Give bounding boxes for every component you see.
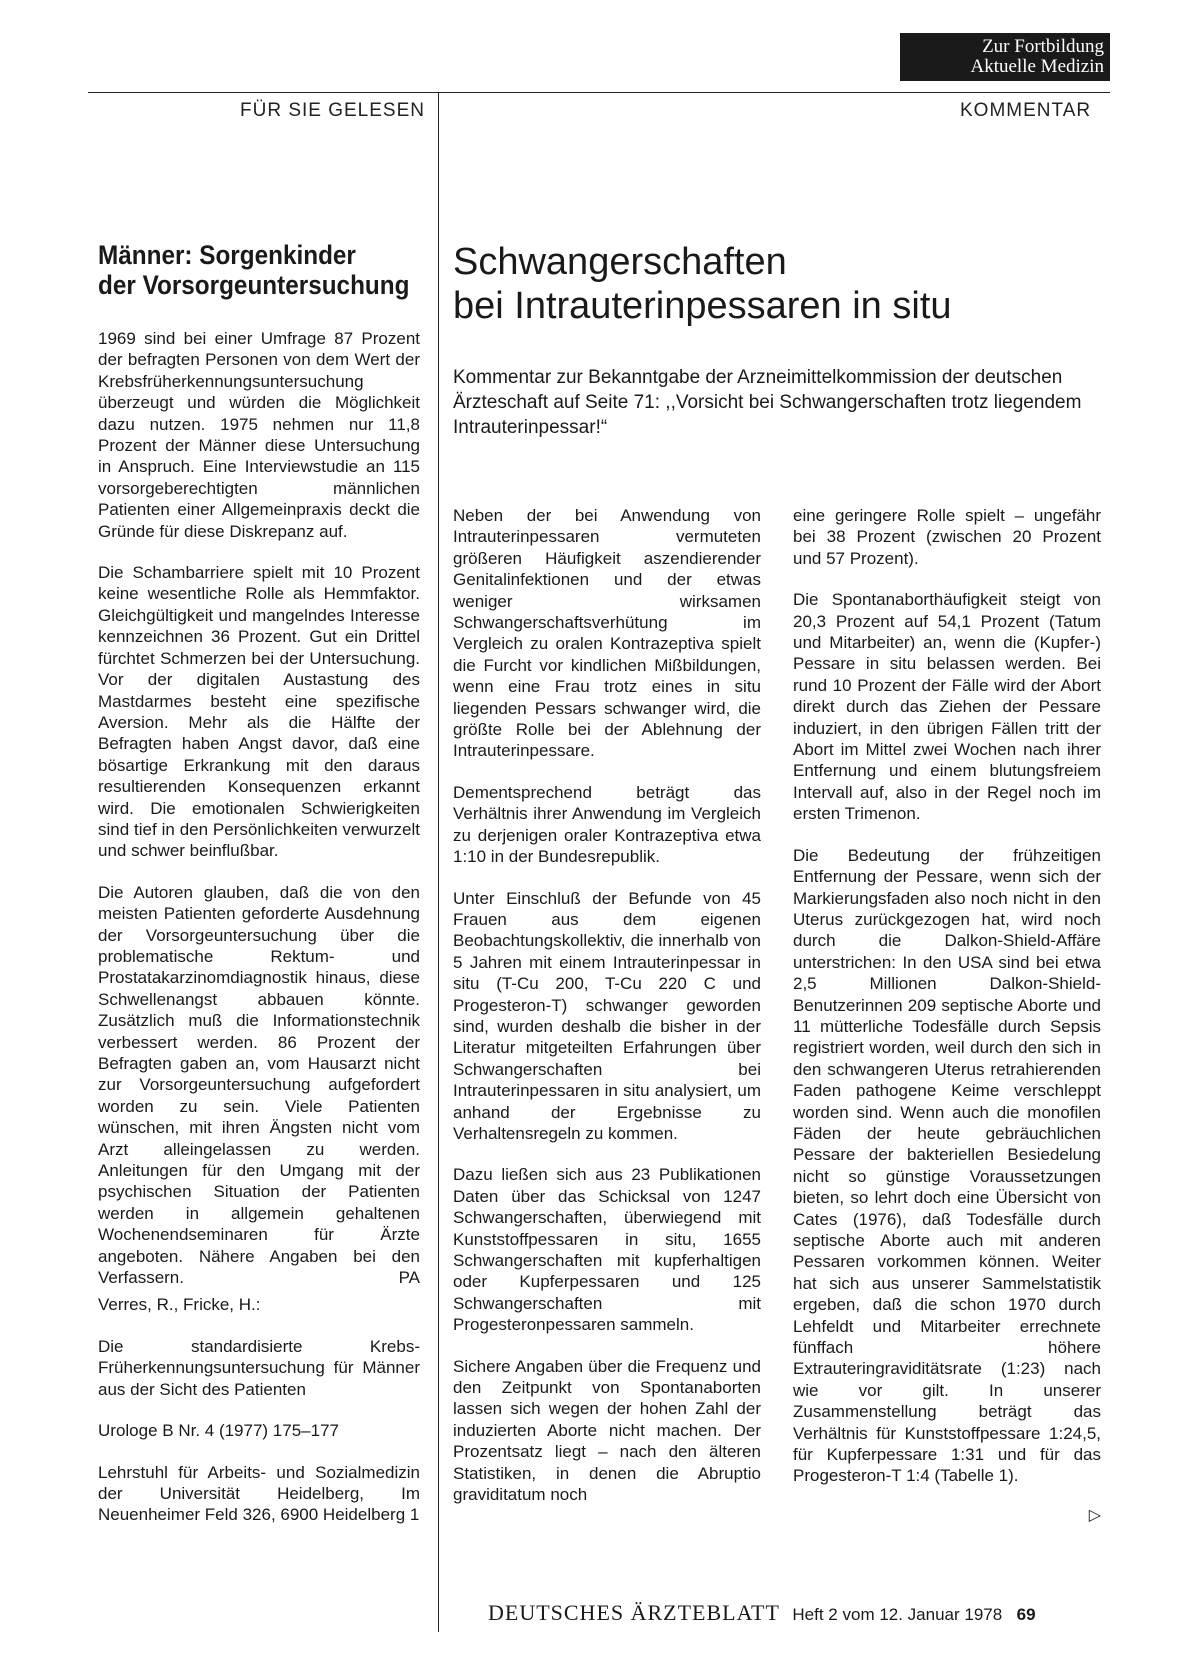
reference-line: Lehrstuhl für Arbeits- und Sozialmedizin der Universität Heidelberg, Im Neuenheimer Feld 326, 6900 Heidelberg 1	[98, 1462, 420, 1525]
left-paragraph: Die Schambarriere spielt mit 10 Prozent keine wesentliche Rolle als Hemmfaktor. Gleichgültigkeit und mangelndes Interesse kennzeichnen 36 Prozent. Gut ein Drittel fürchtet Schmerzen bei der Untersuchung. Vor der digitalen Austastung des Mastdarmes besteht eine spezifische Aversion. Mehr als die Hälfte der Befragten haben Angst davor, daß eine bösartige Erkrankung mit den daraus resultierenden Konsequenzen erkannt wird. Die emotionalen Schwierigkeiten sind tief in den Persönlichkeiten verwurzelt und schwer beinflußbar.	[98, 563, 420, 861]
page-footer	[488, 1600, 1036, 1626]
article-column-1	[453, 505, 761, 1525]
left-title-line2: der Vorsorgeuntersuchung	[98, 270, 410, 300]
left-paragraph: Die Autoren glauben, daß die von den meisten Patienten geforderte Ausdehnung der Vorsorgeuntersuchung über die problematische Rektum- und Prostatakarzinomdiagnostik hinaus, diese Schwellenangst abbauen könnte. Zusätzlich muß die Informationstechnik verbessert werden. 86 Prozent der Befragten gaben an, vom Hausarzt nicht zur Vorsorgeuntersuchung aufgefordert worden zu sein. Viele Patienten wünschen, mit ihren Ängsten nicht vom Arzt alleingelassen zu werden. Anleitungen für den Umgang mit der psychischen Situation der Patienten werden in allgemein gehaltenen Wochenendseminaren für Ärzte angeboten. Nähere Angaben bei den Verfassern.	[98, 882, 420, 1288]
article-column-2	[793, 505, 1101, 1525]
left-section-label: FÜR SIE GELESEN	[240, 100, 425, 121]
section-tag-line1: Zur Fortbildung	[982, 36, 1104, 57]
header-rule	[88, 92, 1110, 93]
left-paragraph: 1969 sind bei einer Umfrage 87 Prozent der befragten Personen von dem Wert der Krebsfrüherkennungsuntersuchung überzeugt und würden die Möglichkeit dazu nutzen. 1975 nehmen nur 11,8 Prozent der Männer diese Untersuchung in Anspruch. Eine Interviewstudie an 115 vorsorgeberechtigten männlichen Patienten einer Allgemeinpraxis deckt die Gründe für diese Diskrepanz auf.	[98, 329, 420, 541]
headline-line2: bei Intrauterinpessaren in situ	[453, 285, 952, 327]
section-tag-line2: Aktuelle Medizin	[970, 56, 1104, 77]
body-paragraph: eine geringere Rolle spielt – ungefähr bei 38 Prozent (zwischen 20 Prozent und 57 Prozent).	[793, 506, 1101, 568]
journal-name: DEUTSCHES ÄRZTEBLATT	[488, 1600, 780, 1625]
article-headline	[453, 240, 1103, 328]
left-article	[98, 240, 420, 1546]
body-paragraph: Neben der bei Anwendung von Intrauterinpessaren vermuteten größeren Häufigkeit aszendierender Genitalinfektionen und der etwas weniger wirksamen Schwangerschaftsverhütung im Vergleich zu oralen Kontrazeptiva spielt die Furcht vor kindlichen Mißbildungen, wenn eine Frau trotz eines in situ liegenden Pessars schwanger wird, die größte Rolle bei der Ablehnung der Intrauterinpessare.	[453, 506, 761, 761]
reference-block	[98, 1294, 420, 1525]
left-title-line1: Männer: Sorgenkinder	[98, 240, 356, 270]
body-paragraph: Sichere Angaben über die Frequenz und den Zeitpunkt von Spontanaborten lassen sich wegen der hohen Zahl der induzierten Aborte nicht machen. Der Prozentsatz liegt – nach den älteren Statistiken, in denen die Abruptio graviditatum noch	[453, 1356, 761, 1505]
column-divider	[438, 92, 439, 1632]
reference-line: Verres, R., Fricke, H.:	[98, 1295, 261, 1315]
reference-line: Die standardisierte Krebs-Früherkennungsuntersuchung für Männer aus der Sicht des Patienten	[98, 1336, 420, 1399]
body-paragraph: Unter Einschluß der Befunde von 45 Frauen aus dem eigenen Beobachtungskollektiv, die innerhalb von 5 Jahren mit einem Intrauterinpessar in situ (T-Cu 200, T-Cu 220 C und Progesteron-T) schwanger geworden sind, wurden deshalb die bisher in der Literatur mitgeteilten Erfahrungen über Schwangerschaften bei Intrauterinpessaren in situ analysiert, um anhand der Ergebnisse zu Verhaltensregeln zu kommen.	[453, 888, 761, 1143]
left-article-title	[98, 240, 410, 300]
reference-line: Urologe B Nr. 4 (1977) 175–177	[98, 1421, 339, 1441]
body-paragraph: Die Spontanaborthäufigkeit steigt von 20,3 Prozent auf 54,1 Prozent (Tatum und Mitarbeiter) an, wenn die (Kupfer-) Pessare in situ belassen werden. Bei rund 10 Prozent der Fälle wird der Abort direkt durch das Ziehen der Pessare induziert, in den übrigen Fällen tritt der Abort im Mittel zwei Wochen nach ihrer Entfernung und einem blutungsfreiem Intervall auf, also in der Regel noch im ersten Trimenon.	[793, 590, 1101, 824]
page-number: 69	[1016, 1605, 1036, 1624]
continue-arrow-icon: ▷	[1088, 1506, 1101, 1524]
body-paragraph: Die Bedeutung der frühzeitigen Entfernung der Pessare, wenn sich der Markierungsfaden also noch nicht in den Uterus zurückgezogen hat, wird noch durch die Dalkon-Shield-Affäre unterstrichen: In den USA sind bei etwa 2,5 Millionen Dalkon-Shield-Benutzerinnen 209 septische Aborte und 11 mütterliche Todesfälle durch Sepsis registriert worden, weil durch den sich in den schwangeren Uterus retrahierenden Faden pathogene Keime verschleppt worden sind. Wenn auch die monofilen Fäden der heute gebräuchlichen Pessare der bakteriellen Besiedelung nicht so günstige Voraussetzungen bieten, so lehrt doch eine Übersicht von Cates (1976), daß Todesfälle durch septische Aborte auch mit anderen Pessaren vorkommen können. Weiter hat sich aus unserer Sammelstatistik ergeben, daß die schon 1970 durch Lehfeldt und Mitarbeiter errechnete fünffach höhere Extrauteringraviditätsrate (1:23) nach wie vor gilt. In unserer Zusammenstellung beträgt das Verhältnis für Kunststoffpessare 1:24,5, für Kupferpessare 1:31 und für das Progesteron-T 1:4 (Tabelle 1).	[793, 845, 1101, 1486]
body-paragraph: Dementsprechend beträgt das Verhältnis ihrer Anwendung im Vergleich zu derjenigen oraler Kontrazeptiva etwa 1:10 in der Bundesrepublik.	[453, 782, 761, 867]
right-section-label: KOMMENTAR	[960, 100, 1092, 121]
body-paragraph: Dazu ließen sich aus 23 Publikationen Daten über das Schicksal von 1247 Schwangerschaften, überwiegend mit Kunststoffpessaren in situ, 1655 Schwangerschaften mit kupferhaltigen oder Kupferpessaren und 125 Schwangerschaften mit Progesteronpessaren sammeln.	[453, 1165, 761, 1335]
section-tag-box	[900, 33, 1110, 81]
author-initials: PA	[398, 1268, 420, 1288]
article-subhead: Kommentar zur Bekanntgabe der Arzneimittelkommission der deutschen Ärzteschaft auf Seite 71: ,,Vorsicht bei Schwangerschaften trotz liegendem Intrauterinpessar!“	[453, 367, 1082, 438]
headline-line1: Schwangerschaften	[453, 241, 787, 283]
issue-info: Heft 2 vom 12. Januar 1978	[792, 1605, 1003, 1624]
